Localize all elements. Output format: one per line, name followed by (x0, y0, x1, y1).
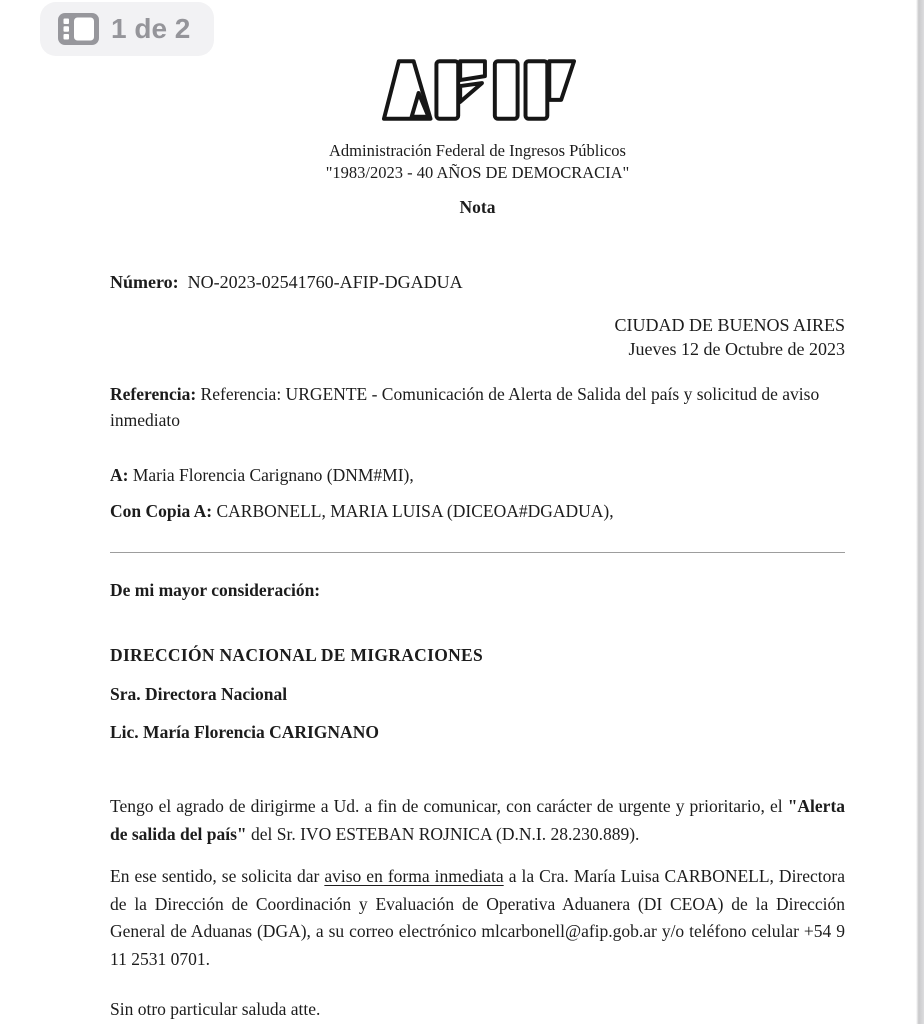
numero-label: Número: (110, 272, 179, 292)
date-line: Jueves 12 de Octubre de 2023 (628, 338, 845, 359)
paragraph-alert (110, 793, 845, 848)
document-number-line (110, 270, 845, 294)
paragraph-request (110, 863, 845, 973)
place-date-block (110, 314, 845, 361)
referencia-label: Referencia: (110, 384, 197, 404)
doc-type-title: Nota (459, 197, 496, 217)
addressee-name: Lic. María Florencia CARIGNANO (110, 722, 379, 742)
to-line (110, 465, 845, 486)
to-value: Maria Florencia Carignano (DNM#MI), (132, 465, 414, 485)
paragraph-request-post: a la Cra. María Luisa CARBONELL, Directora de la Dirección de Coordinación y Evaluación de Operativa Aduanera (DI CEOA) de la Dirección General de Aduanas (DGA), a su correo electrónico mlcarbonell@afip.gob.ar y/o teléfono celular +54 9 11 2531 0701. (110, 866, 846, 969)
paragraph-request-pre: En ese sentido, se solicita dar (110, 866, 320, 886)
city-line: CIUDAD DE BUENOS AIRES (614, 315, 845, 335)
cc-line (110, 501, 845, 522)
referencia-value: Referencia: URGENTE - Comunicación de Alerta de Salida del país y solicitud de aviso inmediato (110, 384, 820, 430)
cc-value: CARBONELL, MARIA LUISA (DICEOA#DGADUA), (216, 501, 614, 521)
numero-value: NO-2023-02541760-AFIP-DGADUA (187, 272, 463, 292)
next-page-edge (916, 0, 924, 1024)
closing-line: Sin otro particular saluda atte. (110, 999, 321, 1019)
addressee-org: DIRECCIÓN NACIONAL DE MIGRACIONES (110, 645, 484, 665)
divider (110, 552, 845, 553)
anniversary-slogan: "1983/2023 - 40 AÑOS DE DEMOCRACIA" (325, 163, 630, 182)
pages-thumbnail-icon[interactable] (58, 13, 99, 45)
salutation: De mi mayor consideración: (110, 580, 321, 600)
paragraph-alert-pre: Tengo el agrado de dirigirme a Ud. a fin de comunicar, con carácter de urgente y prioritario, el (110, 796, 783, 816)
addressee-role: Sra. Directora Nacional (110, 684, 288, 704)
to-label: A: (110, 465, 129, 485)
page-indicator-label: 1 de 2 (111, 13, 191, 44)
referencia-line (110, 381, 845, 433)
paragraph-alert-post: del Sr. IVO ESTEBAN ROJNICA (D.N.I. 28.230.889). (251, 823, 640, 844)
paragraph-alert-bold: "Alerta de salida del país" (110, 796, 846, 844)
afip-logo (110, 56, 845, 124)
org-name: Administración Federal de Ingresos Públicos (329, 141, 626, 160)
paragraph-request-underlined: aviso en forma inmediata (324, 866, 504, 886)
cc-label: Con Copia A: (110, 501, 213, 521)
document-page (110, 0, 845, 1020)
